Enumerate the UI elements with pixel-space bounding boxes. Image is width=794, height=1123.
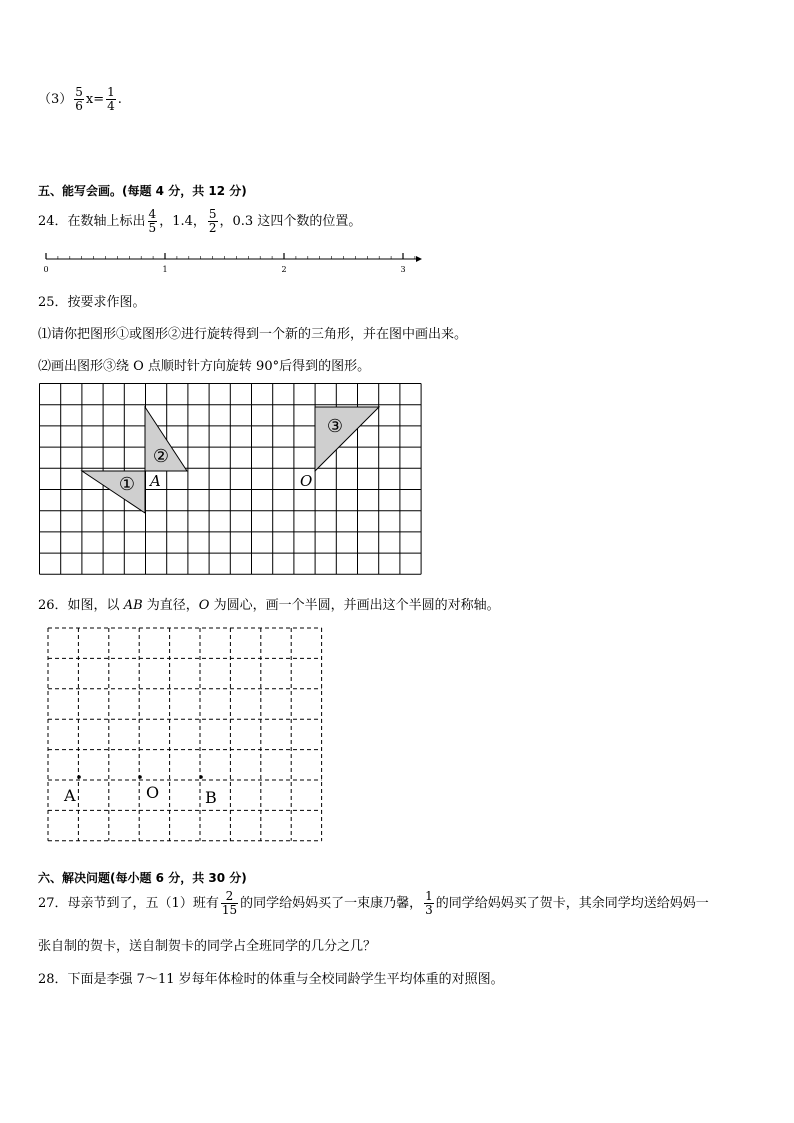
question-25-title: 25．按要求作图。 xyxy=(38,295,146,310)
point-b-label: B xyxy=(205,788,217,807)
question-25-part-1: ⑴请你把图形①或图形②进行旋转得到一个新的三角形，并在图中画出来。 xyxy=(38,327,468,342)
point-o-label: O xyxy=(146,783,160,802)
section-5-heading: 五、能写会画。(每题 4 分，共 12 分) xyxy=(38,184,247,198)
fraction: $\frac{5}{6}$ xyxy=(75,85,83,113)
fraction: $\frac{5}{2}$ xyxy=(208,207,217,235)
point-a-label: A xyxy=(64,786,76,805)
question-28: 28．下面是李强 7～11 岁每年体检时的体重与全校同龄学生平均体重的对照图。 xyxy=(38,972,504,987)
triangle-shape-3 xyxy=(315,407,379,471)
fraction: $\frac{1}{3}$ xyxy=(425,889,433,917)
question-27-line-2: 张自制的贺卡，送自制贺卡的同学占全班同学的几分之几？ xyxy=(38,939,377,954)
item-label: （3） xyxy=(38,92,73,107)
point-o xyxy=(138,775,142,779)
fraction: $\frac{1}{4}$ xyxy=(107,85,115,113)
number-line xyxy=(30,250,430,276)
section-6-heading: 六、解决问题(每小题 6 分，共 30 分) xyxy=(38,871,247,885)
shape-1-label: ① xyxy=(118,474,136,495)
shape-2-label: ② xyxy=(152,446,170,467)
rotation-grid xyxy=(38,382,424,580)
point-a xyxy=(77,775,81,779)
question-27-line-1: 27．母亲节到了，五（1）班有 $\frac{2}{15}$ 的同学给妈妈买了一束康乃馨， $\frac{1}{3}$ 的同学给妈妈买了贺卡，其余同学均送给妈妈一 xyxy=(38,889,709,917)
question-25-part-2: ⑵画出图形③绕 O 点顺时针方向旋转 90°后得到的图形。 xyxy=(38,359,371,374)
question-26: 26．如图，以 AB 为直径，O 为圆心，画一个半圆，并画出这个半圆的对称轴。 xyxy=(38,598,500,613)
point-o-label: O xyxy=(300,472,313,490)
tick-label-1: 1 xyxy=(162,265,168,274)
tick-label-0: 0 xyxy=(43,265,49,274)
equation-item-3: （3） $\frac{5}{6}$ x= $\frac{1}{4}$ . xyxy=(38,85,122,113)
triangle-shape-1 xyxy=(82,471,145,513)
fraction: $\frac{4}{5}$ xyxy=(148,207,157,235)
point-b xyxy=(199,775,203,779)
tick-label-2: 2 xyxy=(281,265,287,274)
question-24: 24．在数轴上标出 $\frac{4}{5}$ ，1.4， $\frac{5}{2}$ ，0.3 这四个数的位置。 xyxy=(38,207,362,235)
fraction: $\frac{2}{15}$ xyxy=(221,889,238,917)
semicircle-grid xyxy=(46,626,326,844)
tick-label-3: 3 xyxy=(400,265,406,274)
point-a-label: A xyxy=(150,472,161,490)
shape-3-label: ③ xyxy=(326,416,344,437)
